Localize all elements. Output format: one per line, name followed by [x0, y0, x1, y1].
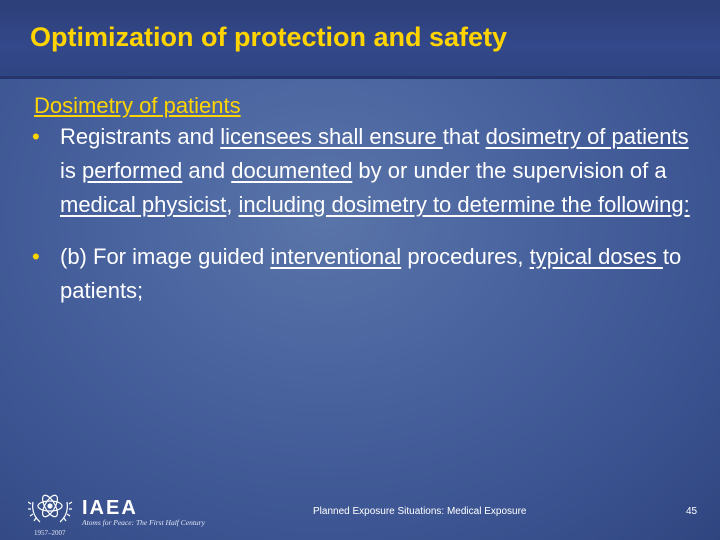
bullet-text: Registrants and: [60, 124, 221, 149]
underlined-text: dosimetry of patients: [485, 124, 689, 149]
slide-content: [34, 92, 704, 308]
bullet-text: procedures,: [401, 244, 530, 269]
bullet-text: ,: [226, 192, 239, 217]
logo-tagline: Atoms for Peace: The First Half Century: [82, 518, 205, 527]
underlined-text: including dosimetry to determine the following:: [238, 192, 690, 217]
subheading: Dosimetry of patients: [34, 93, 241, 118]
logo-years: 1957–2007: [34, 529, 66, 537]
logo-wordmark: IAEA: [82, 497, 138, 519]
footer-text: Planned Exposure Situations: Medical Exposure: [313, 506, 527, 517]
bullet-text: by or under the supervision of a: [352, 158, 667, 183]
underlined-text: typical doses: [529, 244, 663, 269]
bullet-text: to patients;: [60, 244, 682, 303]
bullet-item-2: [34, 240, 704, 308]
bullet-text: is: [60, 158, 82, 183]
underlined-text: interventional: [270, 244, 402, 269]
bullet-text: that: [442, 124, 486, 149]
bullet-dot-icon: •: [32, 244, 40, 269]
underlined-text: medical physicist: [60, 192, 227, 217]
slide-title: Optimization of protection and safety: [30, 22, 508, 52]
bullet-dot-icon: •: [32, 124, 40, 149]
underlined-text: documented: [231, 158, 353, 183]
underlined-text: performed: [82, 158, 183, 183]
title-bar: [0, 0, 720, 79]
underlined-text: licensees shall ensure: [220, 124, 443, 149]
bullet-item-1: [34, 120, 704, 222]
bullet-text: (b) For image guided: [60, 244, 271, 269]
page-number: 45: [686, 506, 698, 517]
bullet-text: and: [182, 158, 232, 183]
